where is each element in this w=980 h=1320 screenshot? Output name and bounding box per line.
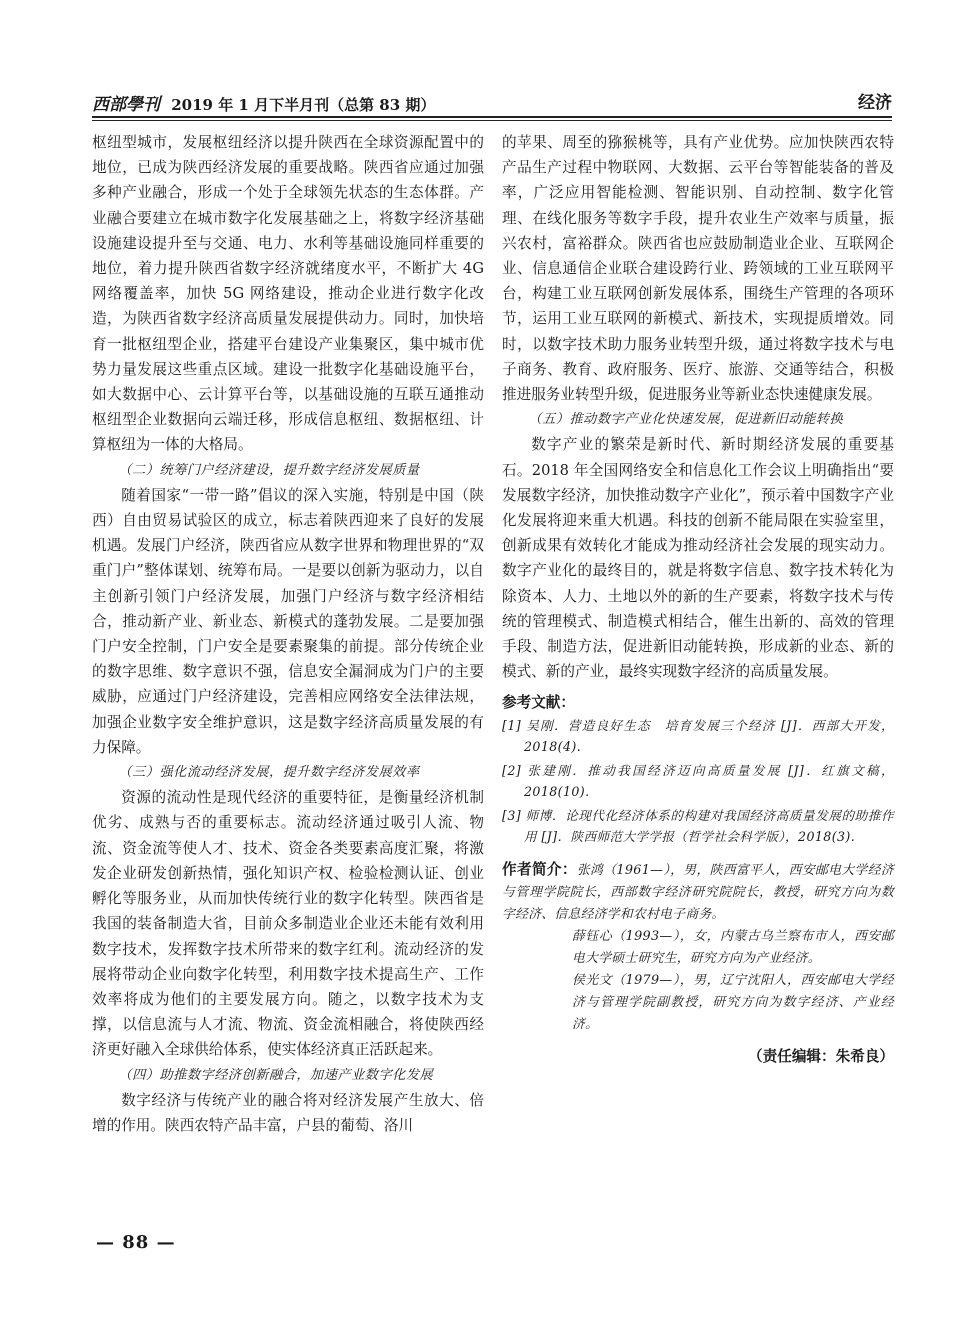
paragraph: 资源的流动性是现代经济的重要特征，是衡量经济机制优劣、成熟与否的重要标志。流动经济通过吸引人流、物流、资金流等使人才、技术、资金各类要素高度汇聚，将激发企业研发创新热情，强化知识产权、检验检测认证、创业孵化等服务业，从而加快传统行业的数字化转型。陕西省是我国的装备制造大省，目前众多制造业企业还未能有效利用数字技术，发挥数字技术所带来的数字红利。流动经济的发展将带动企业向数字化转型，利用数字技术提高生产、工作效率将成为他们的主要发展方向。随之，以数字技术为支撑，以信息流与人才流、物流、资金流相融合，将使陕西经济更好融入全球供给体系，使实体经济真正活跃起来。 xyxy=(92,789,484,1059)
section-heading: （四）助推数字经济创新融合，加速产业数字化发展 xyxy=(118,1067,434,1083)
paragraph: 的苹果、周至的猕猴桃等，具有产业优势。应加快陕西农特产品生产过程中物联网、大数据、云平台等智能装备的普及率，广泛应用智能检测、智能识别、自动控制、数字化管理、在线化服务等数字手段，提升农业生产效率与质量，振兴农村，富裕群众。陕西省也应鼓励制造业企业、互联网企业、信息通信企业联合建设跨行业、跨领域的工业互联网平台，构建工业互联网创新发展体系，围绕生产管理的各项环节，运用工业互联网的新模式、新技术，实现提质增效。同时，以数字技术助力服务业转型升级，通过将数字技术与电子商务、教育、政府服务、医疗、旅游、交通等结合，积极推进服务业转型升级，促进服务业等新业态快速健康发展。 xyxy=(502,134,894,404)
journal-issue-line xyxy=(92,90,435,115)
left-column xyxy=(92,130,484,1138)
author-bio xyxy=(502,859,894,926)
reference-item: [1] 吴刚．营造良好生态 培育发展三个经济 [J]．西部大开发，2018(4). xyxy=(502,718,894,754)
responsible-editor: （责任编辑：朱希良） xyxy=(748,1048,894,1066)
paragraph: 数字经济与传统产业的融合将对经济发展产生放大、倍增的作用。陕西农特产品丰富，户县的葡萄、洛川 xyxy=(92,1091,484,1134)
issue-info: 2019 年 1 月下半月刊（总第 83 期） xyxy=(171,96,436,114)
paragraph: 枢纽型城市，发展枢纽经济以提升陕西在全球资源配置中的地位，已成为陕西经济发展的重要战略。陕西省应通过加强多种产业融合，形成一个处于全球领先状态的生态体群。产业融合要建立在城市数字化发展基础之上，将数字经济基础设施建设提升至与交通、电力、水利等基础设施同样重要的地位，着力提升陕西省数字经济就绪度水平，不断扩大 4G 网络覆盖率，加快 5G 网络建设，推动企业进行数字化改造，为陕西省数字经济高质量发展提供动力。同时，加快培育一批枢纽型企业，搭建平台建设产业集聚区，集中城市优势力量发展这些重点区域。建设一批数字化基础设施平台，如大数据中心、云计算平台等，以基础设施的互联互通推动枢纽型企业数据向云端迁移，形成信息枢纽、数据枢纽、计算枢纽为一体的大格局。 xyxy=(92,134,484,454)
section-label: 经济 xyxy=(858,93,892,113)
section-heading: （三）强化流动经济发展，提升数字经济发展效率 xyxy=(118,765,420,781)
running-header xyxy=(92,88,892,114)
page-number: — 88 — xyxy=(96,1232,176,1253)
author-bio: 薛钰心（1993—），女，内蒙古乌兰察布市人，西安邮电大学硕士研究生，研究方向为产业经济。 xyxy=(572,929,894,967)
right-column xyxy=(502,130,894,1070)
section-heading: （二）统筹门户经济建设，提升数字经济发展质量 xyxy=(118,462,420,478)
section-heading: （五）推动数字产业化快速发展，促进新旧动能转换 xyxy=(528,412,844,428)
paragraph: 数字产业的繁荣是新时代、新时期经济发展的重要基石。2018 年全国网络安全和信息化工作会议上明确指出“要发展数字经济，加快推动数字产业化”，预示着中国数字产业化发展将迎来重大机遇。科技的创新不能局限在实验室里，创新成果有效转化才能成为推动经济社会发展的现实动力。数字产业化的最终目的，就是将数字信息、数字技术转化为除资本、人力、土地以外的新的生产要素，将数字技术与传统的管理模式、制造模式相结合，催生出新的、高效的管理手段、制造方法，促进新旧动能转换，形成新的业态、新的模式、新的产业，最终实现数字经济的高质量发展。 xyxy=(502,436,894,681)
author-bio-text: 张鸿（1961—），男，陕西富平人，西安邮电大学经济与管理学院院长，西部数字经济研究院院长，教授，研究方向为数字经济、信息经济学和农村电子商务。 xyxy=(502,863,894,923)
author-bio-label: 作者简介： xyxy=(502,861,577,879)
author-bios xyxy=(502,859,894,1036)
author-bio: 侯光文（1979—），男，辽宁沈阳人，西安邮电大学经济与管理学院副教授，研究方向为数字经济、产业经济。 xyxy=(572,973,894,1033)
references-title: 参考文献： xyxy=(502,694,575,712)
journal-logo: 西部學刊 xyxy=(92,95,160,115)
paragraph: 随着国家“一带一路”倡议的深入实施，特别是中国（陕西）自由贸易试验区的成立，标志着陕西迎来了良好的发展机遇。发展门户经济，陕西省应从数字世界和物理世界的“双重门户”整体谋划、统筹布局。一是要以创新为驱动力，以自主创新引领门户经济发展，加强门户经济与数字经济相结合，推动新产业、新业态、新模式的蓬勃发展。二是要加强门户安全控制，门户安全是要素聚集的前提。部分传统企业的数字思维、数字意识不强，信息安全漏洞成为门户的主要威胁，应通过门户经济建设，完善相应网络安全法律法规，加强企业数字安全维护意识，这是数字经济高质量发展的有力保障。 xyxy=(92,486,484,756)
header-rule-thin xyxy=(92,120,892,121)
header-rule xyxy=(92,116,892,118)
reference-item: [2] 张建刚．推动我国经济迈向高质量发展 [J]．红旗文稿，2018(10). xyxy=(502,763,894,799)
reference-item: [3] 师博．论现代化经济体系的构建对我国经济高质量发展的助推作用 [J]．陕西师范大学学报（哲学社会科学版），2018(3). xyxy=(502,808,894,844)
